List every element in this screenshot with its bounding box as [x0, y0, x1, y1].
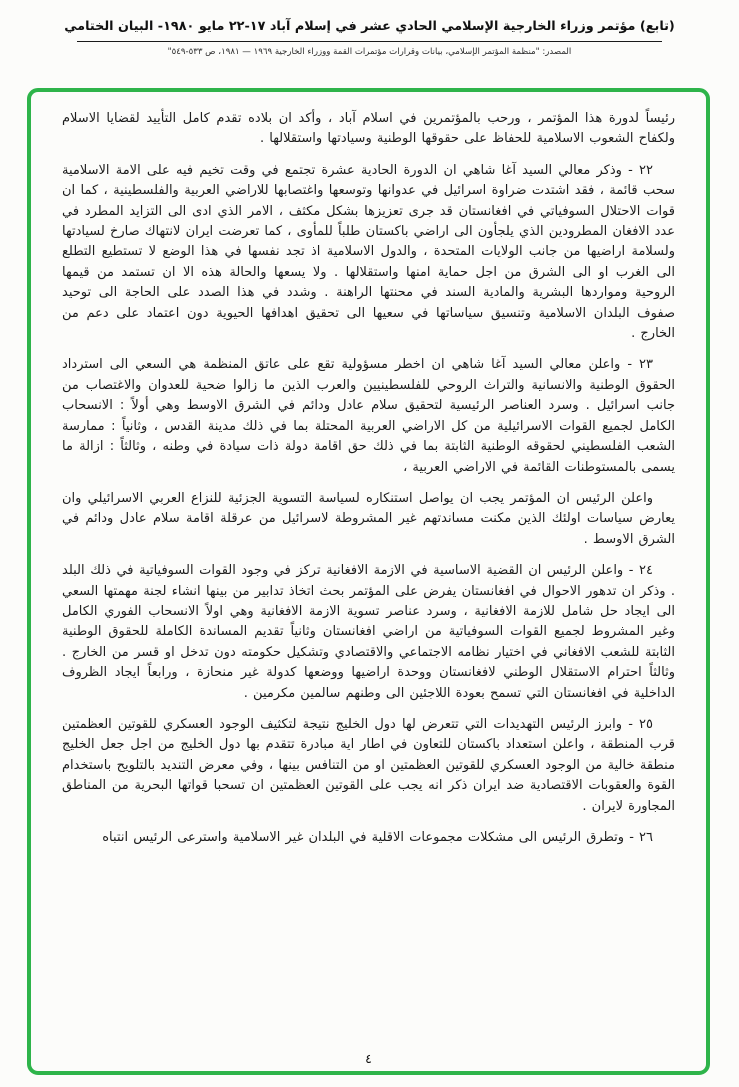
body-paragraph: ٢٢ - وذكر معالي السيد آغا شاهي ان الدورة الحادية عشرة تجتمع في وقت تخيم فيه على الامة الاسلامية سحب قائمة ، فقد اشتدت ضراوة اسرائيل في عدوانها وتوسعها واغتصابها للاراضي العربية والفلسطينية ، كما ان قوات الاحتلال السوفياتي في افغانستان قد جرى تعزيزها بشكل مكثف ، الامر الذي ادى الى التزايد المطرد في عدد الافغان المطرودين الذي يلجأون الى اراضي باكستان طلباً للمأوى ، كما تعرضت ايران لانتهاك صارخ لسيادتها ولسلامة اراضيها من جانب الولايات المتحدة ، والدول الاسلامية اذ تجد نفسها في هذا الوضع لا تستطيع التطلع الى الغرب او الى الشرق من اجل حماية امنها واستقلالها . ولا يسعها والحالة هذه الا ان تستمد من قيمها الروحية ومواردها البشرية والمادية السند في محنتها الراهنة . وشدد في هذا الصدد على الحاجة الى توحيد صفوف البلدان الاسلامية وتنسيق سياساتها في سعيها الى تحقيق اهدافها الحيوية دون اعتماد على دعم من الخارج .: [62, 162, 675, 342]
document-header: [0, 0, 739, 57]
body-paragraph: واعلن الرئيس ان المؤتمر يجب ان يواصل استنكاره لسياسة التسوية الجزئية للنزاع العربي الاسرائيلي وان يعارض سياسات اولئك الذين مكنت مساندتهم غير المشروطة لاسرائيل من عرقلة اقامة سلام عادل ودائم في الشرق الاوسط .: [62, 490, 675, 547]
document-title: (تابع) مؤتمر وزراء الخارجية الإسلامي الحادي عشر في إسلام آباد ١٧-٢٢ مايو ١٩٨٠- البيان الختامي: [64, 19, 675, 34]
body-paragraph: ٢٤ - واعلن الرئيس ان القضية الاساسية في الازمة الافغانية تركز في وجود القوات السوفياتية في ذلك البلد . وذكر ان تدهور الاحوال في افغانستان يفرض على المؤتمر بحث اتخاذ تدابير من بينها انشاء لجنة مهمتها السعي الى ايجاد حل شامل للازمة الافغانية ، وسرد عناصر تسوية الازمة الافغانية وهي اولاً الانسحاب الفوري الكامل وغير المشروط لجميع القوات السوفياتية من اراضي افغانستان وثانياً تقديم المساندة الكاملة للحقوق الوطنية الثابتة للشعب الافغاني في اختيار نظامه الاجتماعي والاقتصادي وتشكيل حكومته دون تدخل او قسر من الخارج . وثالثاً احترام الاستقلال الوطني لافغانستان ووحدة اراضيها ووضعها كدولة غير منحازة ، ورابعاً ايجاد الظروف الداخلية في افغانستان التي تسمح بعودة اللاجئين الى وطنهم سالمين مكرمين .: [62, 563, 675, 701]
body-paragraph: ٢٥ - وابرز الرئيس التهديدات التي تتعرض لها دول الخليج نتيجة لتكثيف الوجود العسكري للقوتين العظمتين قرب المنطقة ، واعلن استعداد باكستان للتعاون في اطار اية مبادرة تتقدم بها دول الخليج من اجل جعل الخليج منطقة خالية من الوجود العسكري للقوتين العظمتين او من التنافس بينها ، وفي معرض التنديد بالتلويح باستخدام القوة والعقوبات الاقتصادية ضد ايران ذكر انه يجب على القوتين العظمتين ان تسحبا قواتها البحرية من المناطق المجاورة لايران .: [62, 716, 675, 814]
body-paragraph: ٢٦ - وتطرق الرئيس الى مشكلات مجموعات الاقلية في البلدان غير الاسلامية واسترعى الرئيس انتباه: [102, 830, 653, 845]
source-line: المصدر: "منظمة المؤتمر الإسلامي، بيانات وقرارات مؤتمرات القمة ووزراء الخارجية ١٩٦٩ — ١٩٨١، ص ٥٣٣-٥٤٩": [167, 47, 572, 57]
content-frame: [27, 88, 710, 1075]
body-paragraph: رئيساً لدورة هذا المؤتمر ، ورحب بالمؤتمرين في اسلام آباد ، وأكد ان بلاده تقدم كامل التأييد لقضايا الاسلام ولكفاح الشعوب الاسلامية للحفاظ على حقوقها الوطنية وسيادتها واستقلالها .: [62, 111, 675, 147]
header-divider: [77, 41, 662, 42]
page-number: ٤: [365, 1051, 372, 1066]
body-paragraph: ٢٣ - واعلن معالي السيد آغا شاهي ان اخطر مسؤولية تقع على عاتق المنظمة هي السعي الى استرداد الحقوق الوطنية والانسانية والتراث الروحي للفلسطينيين والعرب الذين ما زالوا ضحية للعدوان والاغتصاب من جانب اسرائيل . وسرد العناصر الرئيسية لتحقيق سلام عادل ودائم في الشرق الاوسط وهي أولاً : الانسحاب الكامل لجميع القوات الاسرائيلية من كل الاراضي العربية المحتلة بما في ذلك مدينة القدس ، وثانياً : ممارسة الشعب الفلسطيني لحقوقه الوطنية الثابتة بما في ذلك حق اقامة دولة ذات سيادة في وطنه ، وثالثاً : ازالة ما يسمى بالمستوطنات القائمة في الاراضي العربية ،: [62, 357, 675, 475]
